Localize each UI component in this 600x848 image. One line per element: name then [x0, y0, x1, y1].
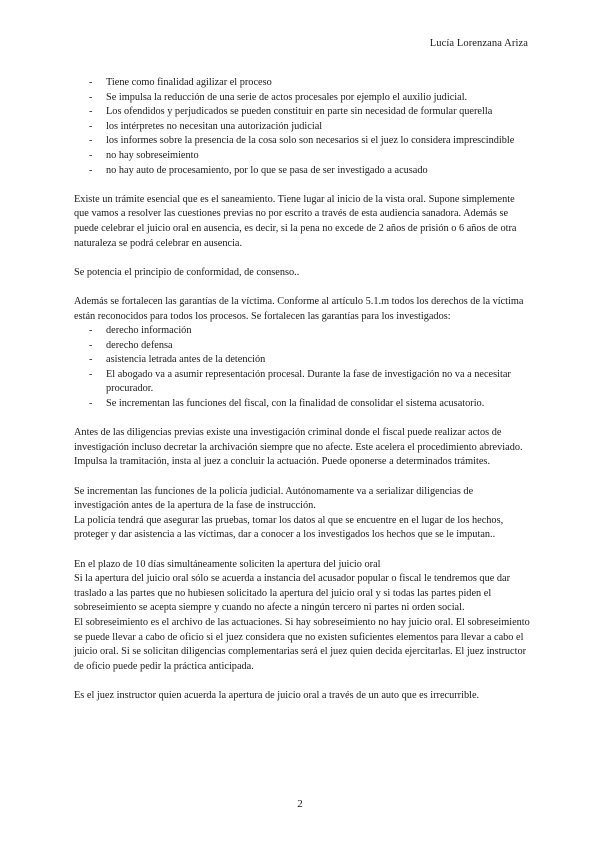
list-item: - derecho información [74, 324, 530, 339]
list-item: - los informes sobre la presencia de la cosa solo son necesarios si el juez lo considera imprescindible [74, 134, 530, 149]
list-item: - Los ofendidos y perjudicados se pueden constituir en parte sin necesidad de formular querella [74, 105, 530, 120]
paragraph-policia-funciones: Se incrementan las funciones de la policía judicial. Autónomamente va a serializar diligencias de investigación antes de la apertura de la fase de instrucción. [74, 485, 474, 512]
procedure-features-list [74, 76, 530, 178]
list-item: - asistencia letrada antes de la detención [74, 353, 530, 368]
investigated-guarantees-list [74, 324, 530, 412]
list-item: - El abogado va a asumir representación procesal. Durante la fase de investigación no va a necesitar procurador. [74, 368, 530, 397]
paragraph-garantias: Además se fortalecen las garantías de la víctima. Conforme al artículo 5.1.m todos los derechos de la víctima están reconocidos para todos los procesos. Se fortalecen las garantías para los investigados: [74, 295, 524, 322]
list-item: - no hay auto de procesamiento, por lo que se pasa de ser investigado a acusado [74, 164, 530, 179]
list-item: - los intérpretes no necesitan una autorización judicial [74, 120, 530, 135]
paragraph-saneamiento: Existe un trámite esencial que es el saneamiento. Tiene lugar al inicio de la vista oral. Supone simplemente que vamos a resolver las cuestiones previas no por escrito a través de esta audiencia sanadora. Además se puede celebrar el juicio oral en ausencia, es decir, si la pena no excede de 2 años de prisión o 6 años de otra naturaleza se podrá celebrar en ausencia. [74, 193, 517, 249]
list-item: - derecho defensa [74, 339, 530, 354]
document-body [74, 76, 530, 704]
list-item: - no hay sobreseimiento [74, 149, 530, 164]
paragraph-conformidad: Se potencia el principio de conformidad, de consenso.. [74, 266, 300, 278]
page-number: 2 [297, 798, 303, 810]
list-item: - Tiene como finalidad agilizar el proceso [74, 76, 530, 91]
paragraph-policia-pruebas: La policía tendrá que asegurar las pruebas, tomar los datos al que se encuentre en el lugar de los hechos, proteger y dar asistencia a las víctimas, dar a conocer a los investigados los hechos que se le imputan.. [74, 514, 504, 541]
header-author: Lucía Lorenzana Ariza [429, 38, 528, 49]
list-item: - Se incrementan las funciones del fiscal, con la finalidad de consolidar el sistema acusatorio. [74, 397, 530, 412]
paragraph-juez-instructor: Es el juez instructor quien acuerda la apertura de juicio oral a través de un auto que es irrecurrible. [74, 689, 480, 701]
paragraph-sobreseimiento: El sobreseimiento es el archivo de las actuaciones. Si hay sobreseimiento no hay juicio oral. El sobreseimiento se puede llevar a cabo de oficio si el juez considera que no existen suficientes elementos para llevar a cabo el juicio oral. Si se solicitan diligencias complementarias será el juez quien decida ejercitarlas. El juez instructor de oficio puede pedir la práctica anticipada. [74, 616, 530, 672]
paragraph-plazo: En el plazo de 10 días simultáneamente soliciten la apertura del juicio oral [74, 558, 381, 570]
paragraph-apertura: Si la apertura del juicio oral sólo se acuerda a instancia del acusador popular o fiscal le tendremos que dar traslado a las partes que no hubiesen solicitado la apertura del juicio oral y si todas las partes piden el sobreseimiento se acepta siempre y cuando no afecte a ningún tercero ni partes ni orden social. [74, 573, 511, 614]
list-item: - Se impulsa la reducción de una serie de actos procesales por ejemplo el auxilio judicial. [74, 91, 530, 106]
paragraph-diligencias: Antes de las diligencias previas existe una investigación criminal donde el fiscal puede realizar actos de investigación incluso decretar la archivación siempre que no afecte. Este acelera el procedimiento abreviado. Impulsa la tramitación, insta al juez a concluir la actuación. Puede oponerse a determinados trámites. [74, 427, 523, 468]
